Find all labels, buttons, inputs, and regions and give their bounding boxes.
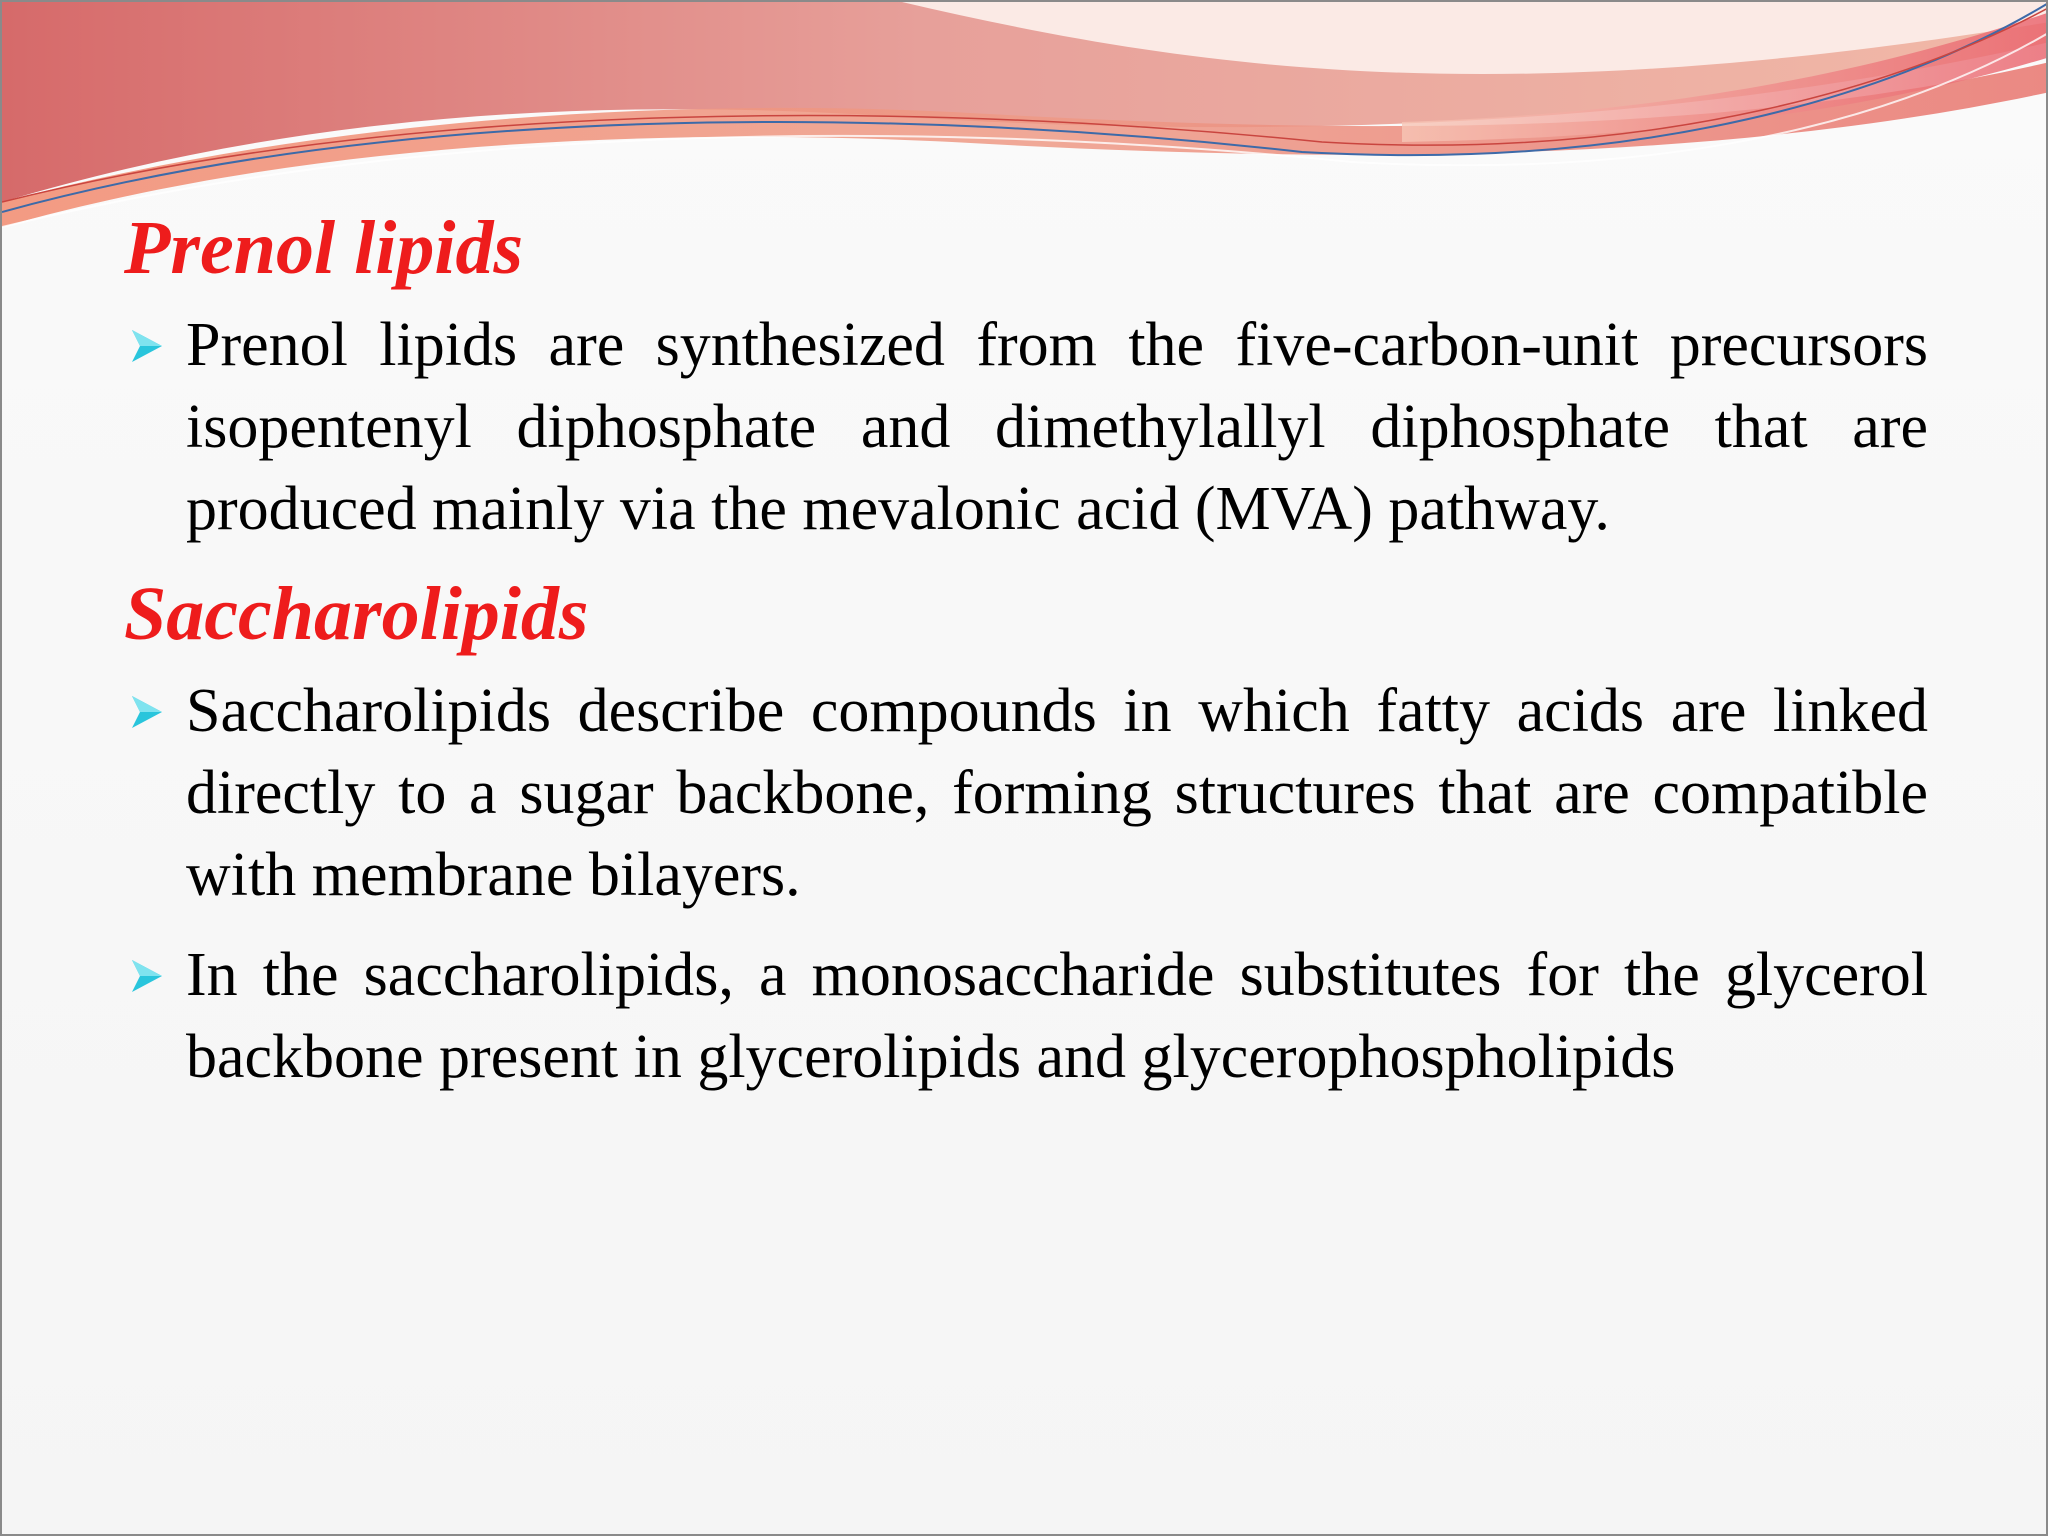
bullet-text: In the saccharolipids, a monosaccharide substitutes for the glycerol backbone present in glycerolipids and glycerophospholipids	[186, 941, 1928, 1091]
bullet-item	[124, 304, 1928, 550]
bullet-item	[124, 934, 1928, 1098]
arrow-right-icon	[128, 956, 166, 996]
arrow-right-icon	[128, 326, 166, 366]
section-heading-prenol-lipids: Prenol lipids	[124, 206, 524, 290]
bullet-text: Prenol lipids are synthesized from the five-carbon-unit precursors isopentenyl diphosphate and dimethylallyl diphosphate that are produced mainly via the mevalonic acid (MVA) pathway.	[186, 311, 1928, 543]
section-heading-saccharolipids: Saccharolipids	[124, 572, 589, 656]
slide-content	[124, 202, 1928, 1116]
bullet-item	[124, 670, 1928, 916]
bullet-text: Saccharolipids describe compounds in which fatty acids are linked directly to a sugar backbone, forming structures that are compatible with membrane bilayers.	[186, 677, 1928, 909]
arrow-right-icon	[128, 692, 166, 732]
